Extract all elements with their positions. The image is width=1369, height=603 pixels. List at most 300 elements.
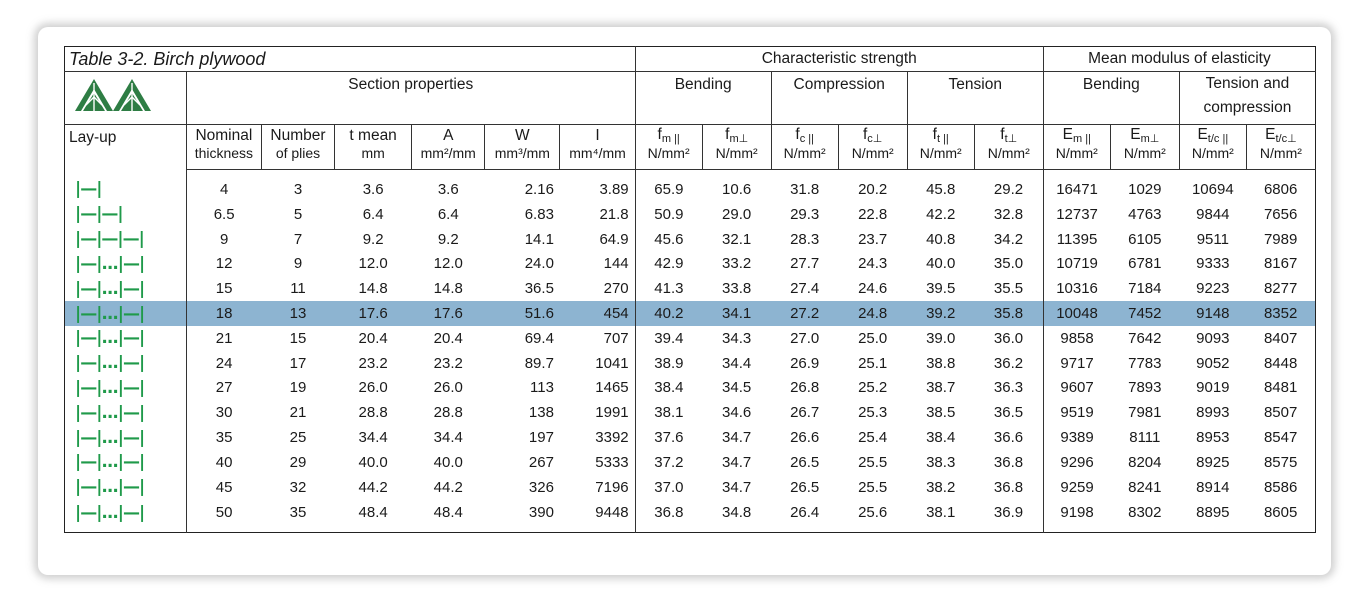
table-cell: 9607 [1060, 379, 1094, 397]
layup-diagram-icon: |—|...|—| [75, 253, 145, 274]
table-cell: 8547 [1263, 429, 1298, 447]
table-cell: 9333 [1196, 255, 1230, 273]
layup-diagram-icon: |—|—| [75, 204, 123, 225]
table-cell: 21 [215, 329, 233, 347]
table-cell: 33.8 [722, 280, 752, 298]
table-body [65, 170, 1316, 533]
col-f-c-perp: $f_{c\perp}$ [838, 125, 907, 146]
col-f-c-par: $f_{c ||}$ [771, 125, 838, 146]
table-cell: 40.2 [635, 301, 702, 326]
table-cell: 39.4 [654, 329, 684, 347]
table-cell: 27.2 [771, 301, 838, 326]
table-cell: 34.6 [722, 404, 752, 422]
table-cell: 34.7 [722, 429, 752, 447]
table-cell: 270 [560, 276, 635, 301]
group-section-properties: Section properties [186, 72, 635, 125]
table-cell: 10694 [1191, 180, 1234, 198]
table-cell: 707 [560, 326, 635, 351]
table-cell: 38.8 [926, 354, 956, 372]
table-cell: 9 [219, 230, 229, 248]
table-cell: 36.5 [524, 280, 554, 298]
table-cell: 7981 [1128, 404, 1162, 422]
table-cell: 7452 [1110, 301, 1179, 326]
table-cell: 34.5 [722, 379, 752, 397]
col-f-t-par-unit: N/mm² [907, 145, 974, 170]
layup-cell [65, 170, 187, 203]
layup-diagram-icon: |—|...|—| [75, 402, 145, 423]
table-title: Table 3-2. Birch plywood [65, 47, 636, 72]
table-cell: 29.3 [790, 205, 820, 223]
table-cell: 8407 [1263, 329, 1298, 347]
birch-plywood-table [64, 46, 1316, 533]
table-cell: 25.2 [858, 379, 888, 397]
table-cell: 22.8 [858, 205, 888, 223]
table-cell: 24.6 [858, 280, 888, 298]
layup-diagram-icon: |—|...|—| [75, 377, 145, 398]
table-row [65, 450, 1316, 475]
col-A-unit: mm²/mm [412, 145, 485, 170]
table-cell: 40.8 [926, 230, 956, 248]
table-cell: 38.2 [926, 478, 956, 496]
table-cell: 3.6 [362, 180, 384, 198]
table-cell: 8895 [1196, 504, 1230, 522]
table-cell: 28.3 [790, 230, 820, 248]
table-cell: 8241 [1128, 478, 1162, 496]
table-cell: 6105 [1128, 230, 1162, 248]
table-cell: 11395 [1056, 230, 1098, 248]
table-cell: 7656 [1263, 205, 1298, 223]
table-cell: 9717 [1060, 354, 1094, 372]
table-cell: 10719 [1056, 255, 1098, 273]
table-cell: 8448 [1263, 354, 1298, 372]
table-cell: 34.8 [722, 504, 752, 522]
table-row [65, 351, 1316, 376]
table-cell: 20.4 [358, 329, 388, 347]
layup-cell [65, 351, 187, 376]
table-cell: 35 [215, 429, 233, 447]
table-cell: 8914 [1196, 478, 1230, 496]
table-cell: 3.6 [437, 180, 459, 198]
group-tension-and-compression: Tension and compression [1203, 75, 1292, 116]
table-cell: 9296 [1060, 453, 1094, 471]
table-cell: 38.5 [926, 404, 956, 422]
col-E-tc-par-unit: N/mm² [1179, 145, 1246, 170]
table-cell: 35.8 [974, 301, 1043, 326]
table-cell: 48.4 [358, 504, 388, 522]
layup-cell [65, 252, 187, 277]
group-bending-modulus: Bending [1043, 72, 1179, 125]
col-E-tc-perp-unit: N/mm² [1246, 145, 1315, 170]
table-cell: 36.6 [974, 425, 1043, 450]
table-cell: 3 [293, 180, 303, 198]
table-cell: 26.7 [790, 404, 820, 422]
table-cell: 12.0 [358, 255, 388, 273]
table-cell: 38.1 [926, 504, 956, 522]
table-cell: 38.9 [654, 354, 684, 372]
table-row [65, 400, 1316, 425]
table-cell: 11 [290, 280, 306, 298]
group-characteristic-strength: Characteristic strength [635, 47, 1043, 72]
table-cell: 3.89 [560, 170, 635, 203]
table-cell: 9259 [1060, 478, 1094, 496]
table-cell: 8586 [1263, 478, 1298, 496]
table-cell: 29.2 [974, 170, 1043, 203]
table-cell: 36.8 [974, 450, 1043, 475]
layup-diagram-icon: |—|—|—| [75, 229, 144, 250]
table-cell: 3392 [560, 425, 635, 450]
table-cell: 89.7 [524, 354, 554, 372]
table-cell: 42.2 [926, 205, 956, 223]
table-cell: 23.2 [433, 354, 463, 372]
table-cell: 5333 [560, 450, 635, 475]
table-cell: 9844 [1196, 205, 1230, 223]
table-cell: 8277 [1263, 280, 1298, 298]
table-cell: 27 [215, 379, 233, 397]
table-row [65, 425, 1316, 450]
table-row [65, 475, 1316, 500]
table-row [65, 227, 1316, 252]
table-cell: 25.3 [858, 404, 888, 422]
table-row [65, 170, 1316, 203]
table-cell: 267 [528, 453, 554, 471]
table-cell: 25.4 [858, 429, 888, 447]
table-cell: 138 [528, 404, 554, 422]
table-cell: 64.9 [560, 227, 635, 252]
layup-diagram-icon: |—|...|—| [75, 328, 145, 349]
table-cell: 26.6 [790, 429, 820, 447]
table-cell: 10048 [1043, 301, 1110, 326]
table-cell: 26.8 [790, 379, 820, 397]
table-cell: 36.0 [974, 326, 1043, 351]
table-row [65, 301, 1316, 326]
table-cell: 12.0 [433, 255, 463, 273]
table-cell: 26.5 [790, 478, 820, 496]
table-cell: 8575 [1263, 453, 1298, 471]
table-cell: 34.7 [722, 478, 752, 496]
table-cell: 6781 [1128, 255, 1162, 273]
col-W-unit: mm³/mm [485, 145, 560, 170]
table-cell: 7196 [560, 475, 635, 500]
table-cell: 13 [261, 301, 334, 326]
layup-cell [65, 376, 187, 401]
table-cell: 30 [215, 404, 233, 422]
table-cell: 8302 [1128, 504, 1162, 522]
table-cell: 45.8 [926, 180, 956, 198]
table-cell: 38.4 [926, 429, 956, 447]
table-cell: 9019 [1196, 379, 1230, 397]
layup-diagram-icon: |—|...|—| [75, 452, 145, 473]
table-cell: 4 [219, 180, 229, 198]
table-cell: 41.3 [654, 280, 684, 298]
table-cell: 1465 [560, 376, 635, 401]
table-cell: 6806 [1263, 180, 1298, 198]
table-cell: 38.4 [654, 379, 684, 397]
table-cell: 9519 [1060, 404, 1094, 422]
table-cell: 36.2 [974, 351, 1043, 376]
table-cell: 38.1 [654, 404, 684, 422]
table-cell: 6.4 [437, 205, 459, 223]
col-f-m-perp-unit: N/mm² [702, 145, 771, 170]
col-I-unit: mm⁴/mm [560, 145, 635, 170]
col-nominal-unit: thickness [186, 145, 261, 170]
table-cell: 51.6 [485, 301, 560, 326]
layup-diagram-icon: |—|...|—| [75, 353, 145, 374]
table-cell: 7184 [1128, 280, 1162, 298]
table-cell: 26.9 [790, 354, 820, 372]
table-cell: 25.5 [858, 478, 888, 496]
table-cell: 10.6 [722, 180, 752, 198]
table-cell: 1991 [560, 400, 635, 425]
col-E-tc-perp: $E_{t/c\perp}$ [1246, 125, 1315, 146]
table-cell: 8481 [1263, 379, 1298, 397]
table-cell: 50.9 [654, 205, 684, 223]
table-row [65, 326, 1316, 351]
col-E-m-perp: $E_{m\perp}$ [1110, 125, 1179, 146]
table-cell: 38.7 [926, 379, 956, 397]
table-cell: 24 [215, 354, 233, 372]
table-cell: 69.4 [524, 329, 554, 347]
col-E-tc-par: $E_{t/c ||}$ [1179, 125, 1246, 146]
col-nominal: Nominal [186, 125, 261, 146]
table-cell: 113 [530, 379, 554, 397]
table-cell: 28.8 [358, 404, 388, 422]
table-cell: 16471 [1056, 180, 1098, 198]
table-row [65, 500, 1316, 533]
layup-cell [65, 227, 187, 252]
group-bending: Bending [635, 72, 771, 125]
table-cell: 25 [289, 429, 307, 447]
table-cell: 9389 [1060, 429, 1094, 447]
table-cell: 34.4 [433, 429, 463, 447]
col-W: W [485, 125, 560, 146]
table-cell: 25.0 [858, 329, 888, 347]
col-f-t-par: $f_{t ||}$ [907, 125, 974, 146]
table-cell: 32.1 [722, 230, 752, 248]
layup-cell [65, 475, 187, 500]
table-cell: 21.8 [560, 202, 635, 227]
layup-cell [65, 301, 187, 326]
table-cell: 45 [215, 478, 233, 496]
table-cell: 9052 [1196, 354, 1230, 372]
table-cell: 24.0 [524, 255, 554, 273]
table-cell: 5 [293, 205, 303, 223]
table-cell: 17.6 [335, 301, 412, 326]
table-cell: 40.0 [926, 255, 956, 273]
table-cell: 31.8 [790, 180, 820, 198]
table-cell: 44.2 [433, 478, 463, 496]
col-tmean: t mean [335, 125, 412, 146]
table-cell: 37.6 [654, 429, 684, 447]
table-cell: 7783 [1128, 354, 1162, 372]
layup-cell [65, 326, 187, 351]
table-cell: 9.2 [437, 230, 459, 248]
table-cell: 40 [215, 453, 233, 471]
table-cell: 26.4 [790, 504, 820, 522]
table-cell: 36.5 [974, 400, 1043, 425]
table-cell: 33.2 [722, 255, 752, 273]
col-E-m-par: $E_{m ||}$ [1043, 125, 1110, 146]
table-cell: 36.3 [974, 376, 1043, 401]
layup-cell [65, 400, 187, 425]
table-cell: 23.7 [858, 230, 888, 248]
table-cell: 9448 [560, 500, 635, 533]
table-cell: 32 [289, 478, 307, 496]
table-cell: 8111 [1129, 429, 1161, 447]
col-f-c-perp-unit: N/mm² [838, 145, 907, 170]
table-cell: 26.0 [358, 379, 388, 397]
table-cell: 8993 [1196, 404, 1230, 422]
col-A: A [412, 125, 485, 146]
table-cell: 34.7 [722, 453, 752, 471]
table-cell: 9148 [1179, 301, 1246, 326]
table-cell: 34.4 [358, 429, 388, 447]
table-cell: 24.8 [838, 301, 907, 326]
table-cell: 1029 [1128, 180, 1162, 198]
table-cell: 35 [289, 504, 307, 522]
table-cell: 17 [289, 354, 307, 372]
table-cell: 20.2 [858, 180, 888, 198]
table-cell: 34.2 [974, 227, 1043, 252]
table-cell: 454 [560, 301, 635, 326]
table-row [65, 252, 1316, 277]
table-cell: 28.8 [433, 404, 463, 422]
table-cell: 34.1 [702, 301, 771, 326]
table-cell: 21 [289, 404, 307, 422]
col-E-m-par-unit: N/mm² [1043, 145, 1110, 170]
layup-cell [65, 425, 187, 450]
table-cell: 9511 [1196, 230, 1229, 248]
table-cell: 39.5 [926, 280, 956, 298]
col-plies: Number [261, 125, 334, 146]
col-E-m-perp-unit: N/mm² [1110, 145, 1179, 170]
table-cell: 40.0 [433, 453, 463, 471]
table-cell: 40.0 [358, 453, 388, 471]
table-cell: 6.4 [362, 205, 384, 223]
table-cell: 6.5 [213, 205, 235, 223]
table-cell: 42.9 [654, 255, 684, 273]
table-cell: 9858 [1060, 329, 1094, 347]
table-cell: 197 [528, 429, 554, 447]
col-plies-unit: of plies [261, 145, 334, 170]
table-cell: 9 [293, 255, 303, 273]
table-cell: 9093 [1196, 329, 1230, 347]
table-cell: 15 [215, 280, 233, 298]
table-cell: 14.8 [358, 280, 388, 298]
table-row [65, 276, 1316, 301]
table-cell: 14.1 [524, 230, 554, 248]
col-f-m-par: $f_{m ||}$ [635, 125, 702, 146]
table-cell: 29 [289, 453, 307, 471]
table-cell: 50 [215, 504, 233, 522]
table-cell: 7642 [1128, 329, 1162, 347]
layup-diagram-icon: |—|...|—| [75, 303, 145, 324]
layup-diagram-icon: |—|...|—| [75, 502, 145, 523]
layup-cell [65, 450, 187, 475]
table-cell: 25.1 [858, 354, 888, 372]
table-cell: 37.2 [654, 453, 684, 471]
table-cell: 34.4 [722, 354, 752, 372]
table-cell: 390 [528, 504, 554, 522]
table-cell: 8953 [1196, 429, 1230, 447]
table-cell: 12 [215, 255, 233, 273]
layup-diagram-icon: |—| [75, 178, 102, 199]
table-cell: 8507 [1263, 404, 1298, 422]
table-cell: 9198 [1060, 504, 1094, 522]
table-cell: 7989 [1263, 230, 1298, 248]
table-cell: 39.2 [907, 301, 974, 326]
table-cell: 25.6 [858, 504, 888, 522]
table-cell: 29.0 [722, 205, 752, 223]
tree-logo-icon [73, 77, 157, 115]
col-f-t-perp-unit: N/mm² [974, 145, 1043, 170]
layup-cell [65, 276, 187, 301]
table-cell: 7893 [1128, 379, 1162, 397]
table-cell: 8605 [1263, 504, 1298, 522]
table-cell: 19 [289, 379, 307, 397]
table-cell: 37.0 [654, 478, 684, 496]
table-cell: 1041 [560, 351, 635, 376]
table-cell: 8925 [1196, 453, 1230, 471]
group-mean-modulus: Mean modulus of elasticity [1043, 47, 1315, 72]
table-cell: 34.3 [722, 329, 752, 347]
col-layup: Lay-up [65, 125, 187, 170]
table-cell: 38.3 [926, 453, 956, 471]
col-f-c-par-unit: N/mm² [771, 145, 838, 170]
table-cell: 39.0 [926, 329, 956, 347]
table-cell: 8352 [1246, 301, 1315, 326]
col-f-m-par-unit: N/mm² [635, 145, 702, 170]
layup-diagram-icon: |—|...|—| [75, 477, 145, 498]
table-cell: 18 [186, 301, 261, 326]
table-cell: 15 [289, 329, 307, 347]
table-cell: 26.0 [433, 379, 463, 397]
table-cell: 32.8 [974, 202, 1043, 227]
table-cell: 44.2 [358, 478, 388, 496]
table-cell: 27.4 [790, 280, 820, 298]
table-row [65, 202, 1316, 227]
table-cell: 7 [293, 230, 303, 248]
group-tension: Tension [907, 72, 1043, 125]
table-cell: 48.4 [433, 504, 463, 522]
layup-diagram-icon: |—|...|—| [75, 427, 145, 448]
table-cell: 45.6 [654, 230, 684, 248]
table-cell: 10316 [1056, 280, 1098, 298]
table-cell: 12737 [1056, 205, 1098, 223]
table-cell: 65.9 [654, 180, 684, 198]
table-cell: 14.8 [433, 280, 463, 298]
table-cell: 35.5 [974, 276, 1043, 301]
table-row [65, 376, 1316, 401]
logo-cell [65, 72, 187, 125]
table-cell: 27.7 [790, 255, 820, 273]
table-cell: 9.2 [362, 230, 384, 248]
table-cell: 144 [560, 252, 635, 277]
table-cell: 24.3 [858, 255, 888, 273]
table-cell: 36.9 [974, 500, 1043, 533]
table-cell: 25.5 [858, 453, 888, 471]
table-cell: 35.0 [974, 252, 1043, 277]
table-cell: 8167 [1263, 255, 1298, 273]
layup-cell [65, 202, 187, 227]
table-cell: 2.16 [524, 180, 554, 198]
col-tmean-unit: mm [335, 145, 412, 170]
table-cell: 36.8 [974, 475, 1043, 500]
table-cell: 20.4 [433, 329, 463, 347]
table-cell: 8204 [1128, 453, 1162, 471]
table-cell: 6.83 [524, 205, 554, 223]
table-cell: 4763 [1128, 205, 1162, 223]
col-I: I [560, 125, 635, 146]
